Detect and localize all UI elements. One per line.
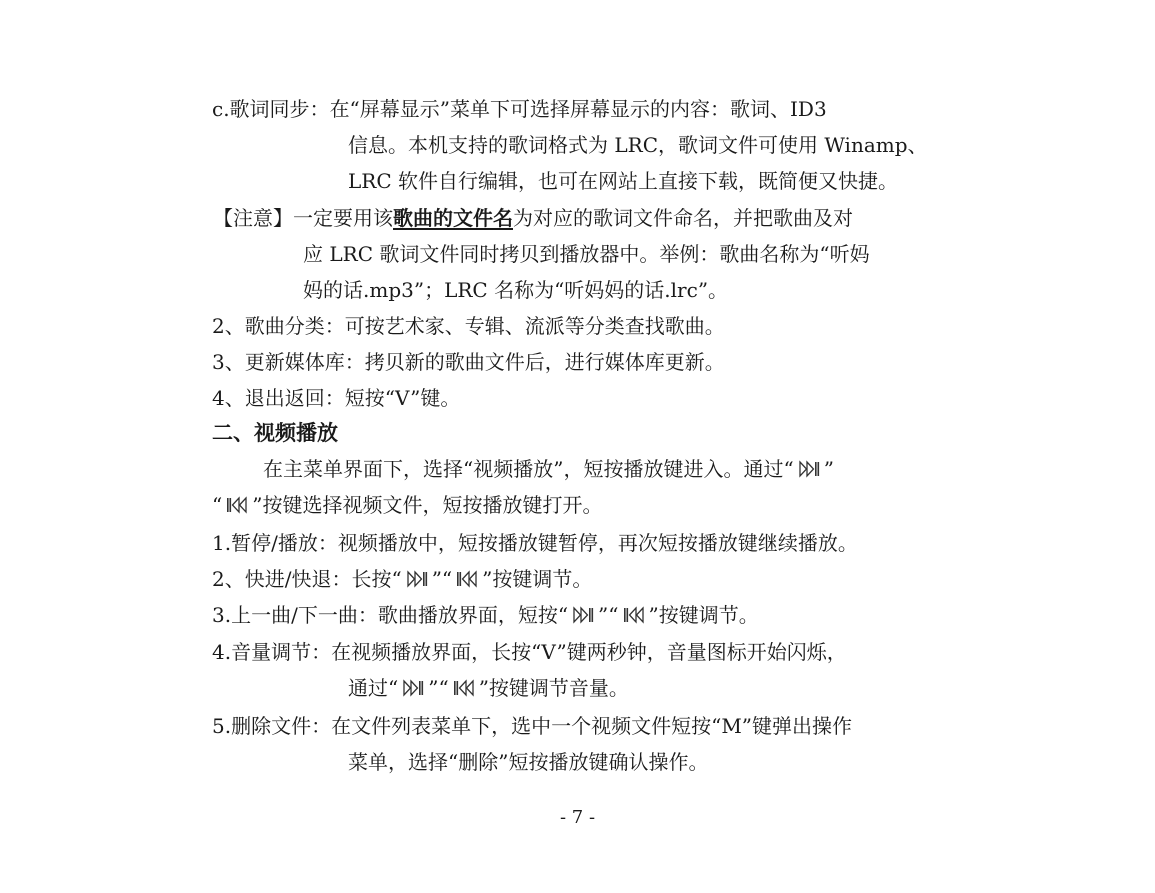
lyric-sync-label: c.歌词同步： — [212, 97, 330, 121]
prev-track-icon — [226, 495, 248, 515]
video-intro-line-1 — [263, 457, 834, 481]
track-text-pre: 3.上一曲/下一曲：歌曲播放界面，短按“ — [212, 603, 569, 627]
lyric-sync-line-3: LRC 软件自行编辑，也可在网站上直接下载，既简便又快捷。 — [348, 169, 898, 193]
lyric-sync-line-1 — [212, 97, 827, 121]
note-line-2: 应 LRC 歌词文件同时拷贝到播放器中。举例：歌曲名称为“听妈 — [303, 242, 870, 266]
item-exit-return: 4、退出返回：短按“V”键。 — [212, 386, 461, 410]
track-text-post: ”按键调节。 — [648, 603, 759, 627]
next-track-icon — [798, 459, 820, 479]
item-volume-line-1 — [212, 640, 847, 664]
video-intro-text-2: ”按键选择视频文件，短按播放键打开。 — [252, 493, 603, 517]
ff-text-post: ”按键调节。 — [482, 567, 593, 591]
item-delete-line-1 — [212, 714, 852, 738]
note-text-post: 为对应的歌词文件命名，并把歌曲及对 — [513, 206, 853, 230]
note-line-3: 妈的话.mp3”；LRC 名称为“听妈妈的话.lrc”。 — [303, 278, 729, 302]
note-label: 【注意】 — [213, 206, 293, 230]
delete-text-1: 在文件列表菜单下，选中一个视频文件短按“M”键弹出操作 — [331, 714, 853, 738]
volume-text-pre: 通过“ — [348, 676, 399, 700]
page-number: - 7 - — [560, 807, 596, 828]
item-song-category: 2、歌曲分类：可按艺术家、专辑、流派等分类查找歌曲。 — [212, 314, 725, 338]
note-line-1 — [213, 206, 853, 230]
prev-track-icon — [456, 569, 478, 589]
item-pause-play: 1.暂停/播放：视频播放中，短按播放键暂停，再次短按播放键继续播放。 — [212, 531, 858, 555]
video-intro-line-2 — [212, 493, 602, 517]
item-update-library: 3、更新媒体库：拷贝新的歌曲文件后，进行媒体库更新。 — [212, 350, 725, 374]
volume-text-post: ”按键调节音量。 — [478, 676, 629, 700]
item-prev-next-track — [212, 603, 759, 627]
delete-label: 5.删除文件： — [212, 714, 332, 738]
track-text-mid: ”“ — [598, 603, 619, 627]
ff-text-mid: ”“ — [431, 567, 453, 591]
lyric-sync-text-1: 在“屏幕显示”菜单下可选择屏幕显示的内容：歌词、ID3 — [329, 97, 827, 121]
lyric-sync-line-2: 信息。本机支持的歌词格式为 LRC，歌词文件可使用 Winamp、 — [348, 133, 928, 157]
section-title-video-playback: 二、视频播放 — [212, 421, 338, 445]
video-intro-text-1: 在主菜单界面下，选择“视频播放”，短按播放键进入。通过“ — [263, 457, 794, 481]
volume-text-mid: ”“ — [428, 676, 449, 700]
note-text-pre: 一定要用该 — [293, 206, 393, 230]
prev-track-icon — [453, 678, 475, 698]
note-emphasis: 歌曲的文件名 — [393, 206, 513, 230]
next-track-icon — [572, 605, 594, 625]
prev-track-icon — [623, 605, 645, 625]
next-track-icon — [406, 569, 428, 589]
ff-text-pre: 2、快进/快退：长按“ — [212, 567, 402, 591]
next-track-icon — [402, 678, 424, 698]
item-volume-line-2 — [348, 676, 629, 700]
video-intro-quote-end: ” — [823, 457, 834, 481]
volume-text-1: 在视频播放界面，长按“V”键两秒钟，音量图标开始闪烁， — [331, 640, 847, 664]
video-intro-quote-start: “ — [212, 493, 223, 517]
volume-label: 4.音量调节： — [212, 640, 332, 664]
item-fast-forward-rewind — [212, 567, 592, 591]
item-delete-line-2: 菜单，选择“删除”短按播放键确认操作。 — [348, 750, 709, 774]
